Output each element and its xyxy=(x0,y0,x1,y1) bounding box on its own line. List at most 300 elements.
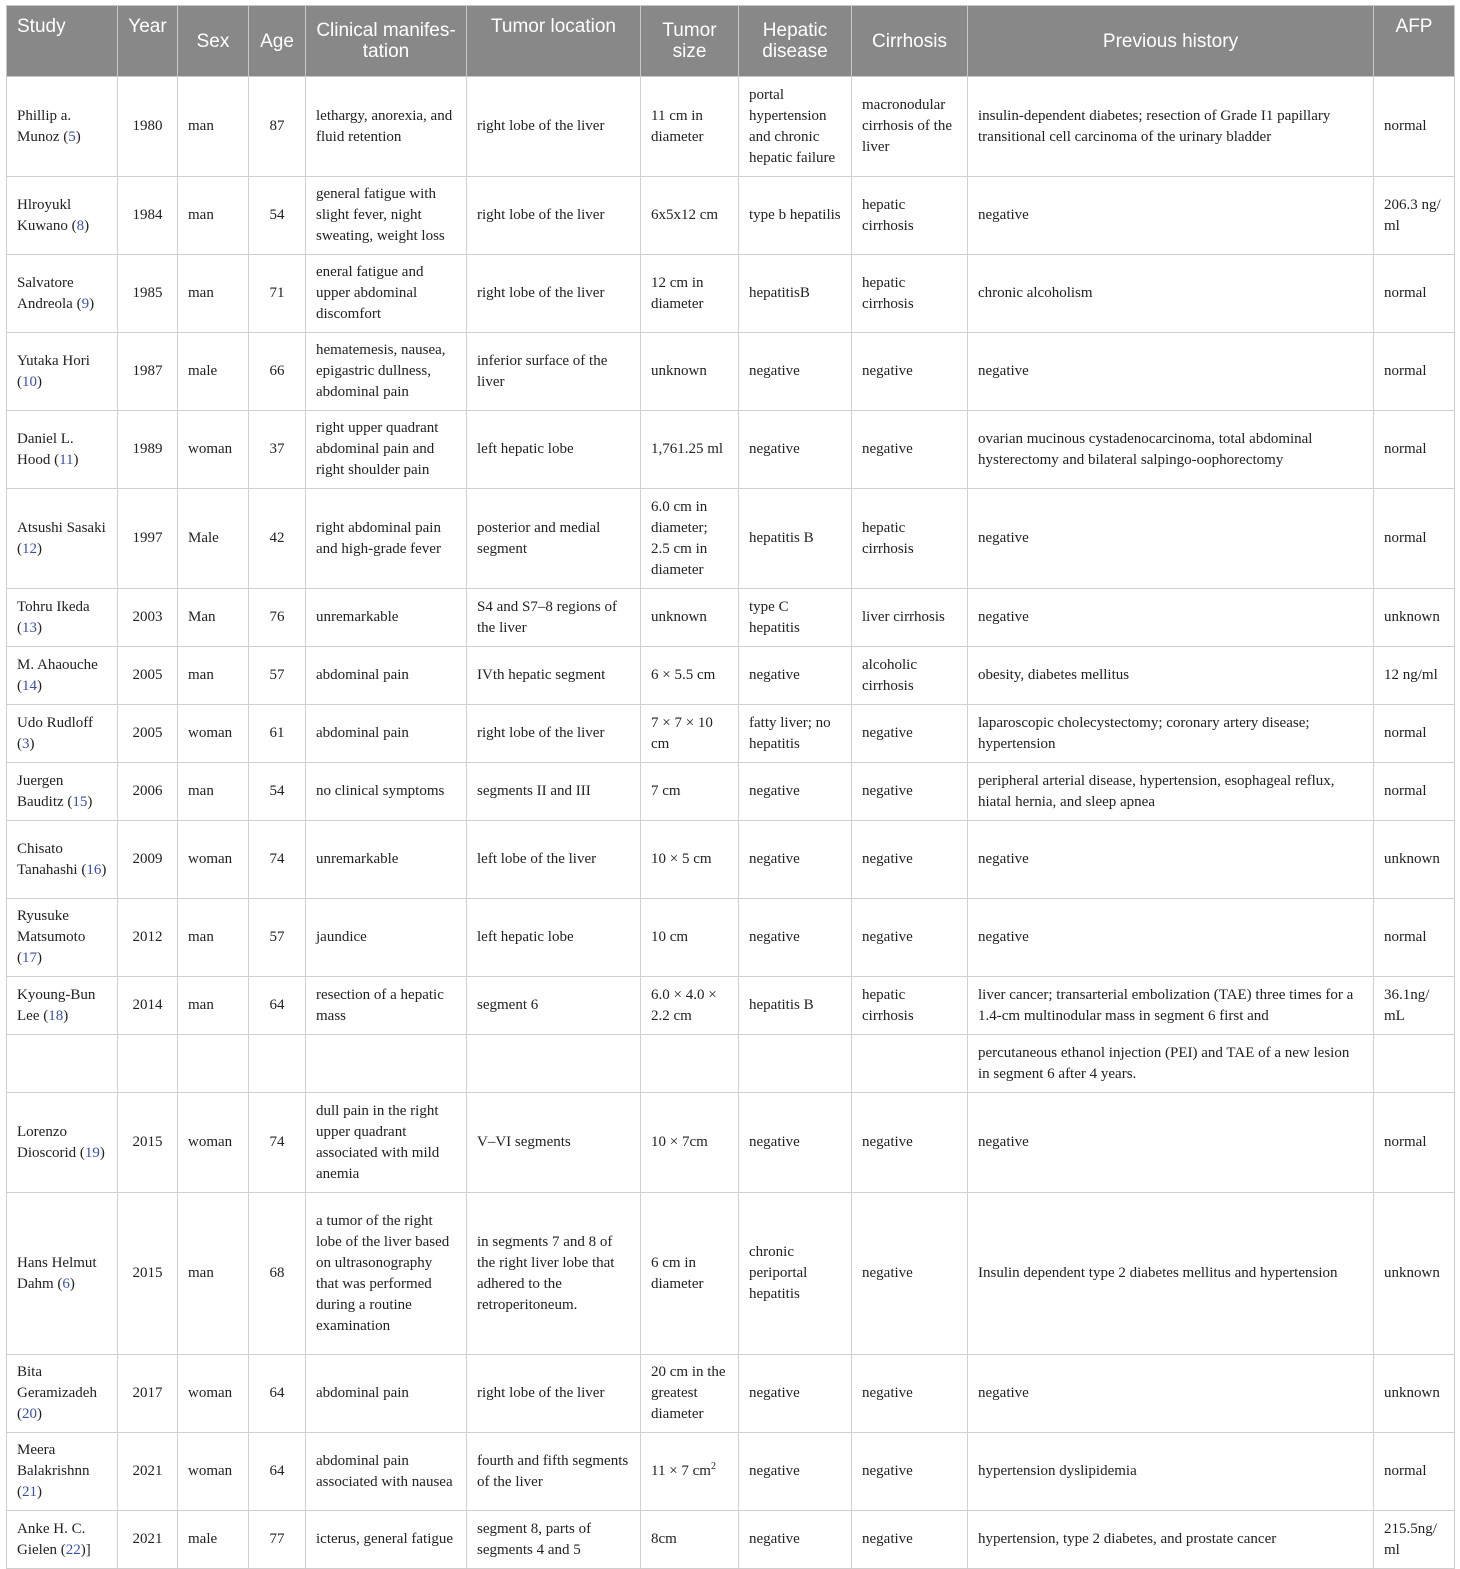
header-history: Previous history xyxy=(968,6,1374,77)
reference-link[interactable]: 15 xyxy=(72,793,88,810)
cell-clinical-text: eneral fatigue and upper abdominal discomfort xyxy=(316,264,424,322)
cell-hepatic xyxy=(739,1511,852,1569)
cell-cirrhosis-text: hepatic cirrhosis xyxy=(862,274,914,312)
cell-cirrhosis xyxy=(852,411,968,489)
cell-study: M. Ahaouche (14) xyxy=(7,647,118,705)
cell-study-text: Salvatore Andreola xyxy=(17,274,74,312)
cell-history-text: insulin-dependent diabetes; resection of Grade I1 papillary transitional cell carcinoma of the urinary bladder xyxy=(978,107,1331,145)
cell-clinical-text: unremarkable xyxy=(316,851,399,867)
cell-year-text: 2003 xyxy=(132,609,163,625)
cell-location-text: right lobe of the liver xyxy=(477,207,605,223)
cell-year-text: 1985 xyxy=(132,285,163,301)
cell-afp-text: normal xyxy=(1384,441,1427,457)
cell-location-text: left hepatic lobe xyxy=(477,929,574,945)
cell-clinical xyxy=(306,177,467,255)
cell-hepatic xyxy=(739,333,852,411)
header-location: Tumor location xyxy=(467,6,641,77)
reference-link[interactable]: 9 xyxy=(81,295,90,312)
cell-hepatic-text: negative xyxy=(749,667,800,683)
cell-cirrhosis xyxy=(852,977,968,1035)
cell-cirrhosis-text: negative xyxy=(862,783,913,799)
cell-age-text: 57 xyxy=(269,667,285,683)
cell-hepatic-text: hepatitisB xyxy=(749,285,810,301)
cell-history xyxy=(968,1193,1374,1355)
cell-hepatic xyxy=(739,1093,852,1193)
cell-location-text: segments II and III xyxy=(477,783,591,799)
cell-size xyxy=(641,411,739,489)
cell-cirrhosis xyxy=(852,1433,968,1511)
cell-size-text: 1,761.25 ml xyxy=(651,441,724,457)
reference-link[interactable]: 21 xyxy=(22,1484,37,1500)
cell-age xyxy=(249,1511,306,1569)
cell-clinical xyxy=(306,821,467,899)
cell-location xyxy=(467,647,641,705)
cell-age xyxy=(249,1035,306,1093)
reference-link[interactable]: 17 xyxy=(22,950,37,966)
cell-study-text: Atsushi Sasaki xyxy=(17,519,106,536)
cell-history xyxy=(968,589,1374,647)
cell-study: Salvatore Andreola (9) xyxy=(7,255,118,333)
cell-history-text: negative xyxy=(978,363,1029,379)
cell-history xyxy=(968,1511,1374,1569)
cell-history-text: obesity, diabetes mellitus xyxy=(978,667,1130,683)
cell-hepatic-text: type C hepatitis xyxy=(749,598,800,636)
cell-study-text: Phillip a. Munoz xyxy=(17,107,72,145)
cell-year-text: 2015 xyxy=(132,1134,163,1150)
cell-location xyxy=(467,821,641,899)
cell-location xyxy=(467,589,641,647)
cell-age xyxy=(249,899,306,977)
cell-size-text: 6.0 cm in diameter; 2.5 cm in diameter xyxy=(651,498,708,578)
header-cirrhosis: Cirrhosis xyxy=(852,6,968,77)
cell-location-text: segment 8, parts of segments 4 and 5 xyxy=(477,1520,592,1558)
cell-study-text: Ryusuke Matsumoto xyxy=(17,908,86,945)
cell-history xyxy=(968,333,1374,411)
cell-size xyxy=(641,763,739,821)
cell-sex-text: man xyxy=(188,667,214,683)
cell-hepatic-text: negative xyxy=(749,929,800,945)
cell-sex-text: woman xyxy=(188,1385,233,1401)
cell-hepatic xyxy=(739,1193,852,1355)
cell-size xyxy=(641,977,739,1035)
cell-history-text: peripheral arterial disease, hypertension, esophageal reflux, hiatal hernia, and sleep apnea xyxy=(978,772,1335,810)
reference-link[interactable]: 20 xyxy=(22,1406,37,1422)
cell-sex xyxy=(178,705,249,763)
cell-year xyxy=(118,1093,178,1193)
cell-size xyxy=(641,589,739,647)
cell-clinical-text: lethargy, anorexia, and fluid retention xyxy=(316,107,453,145)
cell-location-text: right lobe of the liver xyxy=(477,118,605,134)
cell-year-text: 2006 xyxy=(132,783,163,799)
cell-cirrhosis xyxy=(852,705,968,763)
cell-study: Hlroyukl Kuwano (8) xyxy=(7,177,118,255)
cell-sex-text: Man xyxy=(188,609,216,625)
cell-size xyxy=(641,177,739,255)
cell-clinical-text: a tumor of the right lobe of the liver based on ultrasonography that was performed during a routine examination xyxy=(316,1212,450,1334)
cell-sex-text: man xyxy=(188,285,214,301)
cell-location xyxy=(467,489,641,589)
cell-study: Hans Helmut Dahm (6) xyxy=(7,1193,118,1355)
reference-link[interactable]: 10 xyxy=(22,373,37,390)
cell-location xyxy=(467,977,641,1035)
cell-afp-text: normal xyxy=(1384,929,1427,945)
cell-afp-text: normal xyxy=(1384,783,1427,799)
cell-hepatic-text: hepatitis B xyxy=(749,997,814,1013)
cell-history xyxy=(968,647,1374,705)
cell-history-text: negative xyxy=(978,530,1029,546)
cell-sex-text: man xyxy=(188,207,214,223)
cell-clinical xyxy=(306,899,467,977)
cell-age xyxy=(249,177,306,255)
cell-age-text: 64 xyxy=(269,1385,285,1401)
cell-year xyxy=(118,333,178,411)
cell-afp xyxy=(1374,1035,1455,1093)
cell-hepatic xyxy=(739,899,852,977)
cell-sex xyxy=(178,1193,249,1355)
cell-hepatic xyxy=(739,1355,852,1433)
cell-sex-text: male xyxy=(188,1531,218,1547)
cell-year-text: 2005 xyxy=(132,667,163,683)
cell-clinical-text: icterus, general fatigue xyxy=(316,1531,454,1547)
cell-cirrhosis-text: negative xyxy=(862,1531,913,1547)
cell-clinical xyxy=(306,77,467,177)
cell-hepatic-text: negative xyxy=(749,363,800,379)
cell-sex-text: man xyxy=(188,783,214,799)
cell-location-text: right lobe of the liver xyxy=(477,285,605,301)
cell-clinical xyxy=(306,1193,467,1355)
cell-afp-text: normal xyxy=(1384,1134,1427,1150)
cell-size-text: unknown xyxy=(651,363,707,379)
cell-clinical xyxy=(306,1355,467,1433)
cell-hepatic xyxy=(739,763,852,821)
reference-link[interactable]: 12 xyxy=(22,540,37,557)
cell-study: Atsushi Sasaki (12) xyxy=(7,489,118,589)
cell-cirrhosis-text: hepatic cirrhosis xyxy=(862,986,914,1024)
cell-study-text: Udo Rudloff xyxy=(17,714,93,731)
cell-cirrhosis-text: hepatic cirrhosis xyxy=(862,519,914,557)
cell-history xyxy=(968,411,1374,489)
cell-size xyxy=(641,899,739,977)
cell-age xyxy=(249,255,306,333)
cell-hepatic-text: chronic periportal hepatitis xyxy=(749,1244,808,1302)
cell-age-text: 74 xyxy=(269,851,285,867)
cell-year-text: 2021 xyxy=(132,1463,163,1479)
cell-year xyxy=(118,647,178,705)
cell-clinical-text: abdominal pain xyxy=(316,725,409,741)
table-row xyxy=(7,589,1455,647)
cell-sex xyxy=(178,1511,249,1569)
cell-cirrhosis xyxy=(852,177,968,255)
cell-afp xyxy=(1374,411,1455,489)
cell-study-text: Juergen Bauditz xyxy=(17,772,64,810)
cell-cirrhosis xyxy=(852,763,968,821)
cell-sex-text: man xyxy=(188,1265,214,1281)
cell-location-text: right lobe of the liver xyxy=(477,725,605,741)
cell-cirrhosis xyxy=(852,647,968,705)
cell-size-text: unknown xyxy=(651,609,707,625)
cell-clinical-text: no clinical symptoms xyxy=(316,783,445,799)
cell-year xyxy=(118,1433,178,1511)
cell-age-text: 64 xyxy=(269,1463,285,1479)
cell-year xyxy=(118,1511,178,1569)
cell-sex-text: man xyxy=(188,997,214,1013)
cell-history-text: hypertension dyslipidemia xyxy=(978,1463,1137,1479)
cell-size-text: 7 × 7 × 10 cm xyxy=(651,714,713,752)
cell-age xyxy=(249,1193,306,1355)
cell-hepatic-text: portal hypertension and chronic hepatic failure xyxy=(749,86,836,166)
cell-age-text: 64 xyxy=(269,997,285,1013)
cell-year xyxy=(118,1193,178,1355)
cell-age-text: 42 xyxy=(269,530,285,546)
cell-hepatic xyxy=(739,489,852,589)
cell-history-text: negative xyxy=(978,609,1029,625)
cell-year-text: 2021 xyxy=(132,1531,163,1547)
cell-clinical xyxy=(306,411,467,489)
cell-age xyxy=(249,705,306,763)
cell-location-text: posterior and medial segment xyxy=(477,519,601,557)
reference-link[interactable]: 11 xyxy=(59,451,74,468)
cell-size xyxy=(641,1093,739,1193)
cell-year-text: 2009 xyxy=(132,851,163,867)
study-table xyxy=(6,5,1455,1569)
cell-year xyxy=(118,77,178,177)
cell-year-text: 1980 xyxy=(132,118,163,134)
reference-link[interactable]: 14 xyxy=(22,677,37,694)
cell-year xyxy=(118,255,178,333)
cell-study-text: Yutaka Hori xyxy=(17,352,90,369)
header-year: Year xyxy=(118,6,178,77)
table-row xyxy=(7,705,1455,763)
cell-hepatic xyxy=(739,255,852,333)
cell-hepatic xyxy=(739,77,852,177)
cell-location-text: IVth hepatic segment xyxy=(477,667,606,683)
cell-study: Bita Geramizadeh (20) xyxy=(7,1355,118,1433)
cell-clinical xyxy=(306,977,467,1035)
cell-location xyxy=(467,763,641,821)
cell-year xyxy=(118,1355,178,1433)
cell-age xyxy=(249,821,306,899)
cell-afp xyxy=(1374,489,1455,589)
cell-year-text: 1997 xyxy=(132,530,163,546)
cell-age-text: 54 xyxy=(269,783,285,799)
size-superscript: 2 xyxy=(710,1461,716,1472)
cell-afp xyxy=(1374,1193,1455,1355)
cell-sex xyxy=(178,977,249,1035)
cell-clinical-text: right upper quadrant abdominal pain and right shoulder pain xyxy=(316,420,439,478)
cell-size xyxy=(641,1433,739,1511)
cell-year xyxy=(118,177,178,255)
cell-history xyxy=(968,77,1374,177)
cell-afp-text: 206.3 ng/ ml xyxy=(1384,196,1441,234)
cell-age xyxy=(249,647,306,705)
cell-hepatic xyxy=(739,411,852,489)
cell-age xyxy=(249,763,306,821)
cell-age-text: 54 xyxy=(269,207,285,223)
cell-size xyxy=(641,77,739,177)
cell-history xyxy=(968,1093,1374,1193)
cell-cirrhosis-text: negative xyxy=(862,363,913,379)
cell-size-text: 6x5x12 cm xyxy=(651,207,719,223)
cell-age xyxy=(249,1433,306,1511)
cell-sex-text: woman xyxy=(188,851,233,867)
cell-cirrhosis xyxy=(852,1193,968,1355)
cell-hepatic xyxy=(739,1035,852,1093)
reference-link[interactable]: 22 xyxy=(65,1541,81,1558)
reference-link[interactable]: 3 xyxy=(22,735,30,752)
cell-afp xyxy=(1374,255,1455,333)
cell-location xyxy=(467,77,641,177)
cell-location-text: fourth and fifth segments of the liver xyxy=(477,1452,629,1490)
cell-history xyxy=(968,1355,1374,1433)
cell-hepatic xyxy=(739,177,852,255)
cell-afp xyxy=(1374,705,1455,763)
cell-cirrhosis xyxy=(852,899,968,977)
cell-age xyxy=(249,489,306,589)
cell-size xyxy=(641,821,739,899)
cell-afp xyxy=(1374,977,1455,1035)
cell-afp-text: unknown xyxy=(1384,609,1440,625)
cell-cirrhosis-text: negative xyxy=(862,1463,913,1479)
cell-cirrhosis-text: negative xyxy=(862,929,913,945)
cell-clinical xyxy=(306,1511,467,1569)
reference-link[interactable]: 8 xyxy=(76,217,85,234)
cell-afp xyxy=(1374,821,1455,899)
cell-history xyxy=(968,899,1374,977)
cell-afp-text: normal xyxy=(1384,725,1427,741)
cell-sex xyxy=(178,77,249,177)
cell-cirrhosis xyxy=(852,489,968,589)
cell-size-text: 10 × 7cm xyxy=(651,1134,708,1150)
cell-year-text: 2017 xyxy=(132,1385,163,1401)
cell-history-text: laparoscopic cholecystectomy; coronary artery disease; hypertension xyxy=(978,714,1310,752)
table-row xyxy=(7,763,1455,821)
cell-hepatic xyxy=(739,821,852,899)
cell-age xyxy=(249,1355,306,1433)
cell-sex xyxy=(178,1093,249,1193)
cell-cirrhosis-text: negative xyxy=(862,725,913,741)
cell-history xyxy=(968,821,1374,899)
cell-clinical-text: unremarkable xyxy=(316,609,399,625)
cell-afp-text: 215.5ng/ ml xyxy=(1384,1520,1437,1558)
cell-sex xyxy=(178,647,249,705)
cell-age-text: 71 xyxy=(269,285,285,301)
cell-size xyxy=(641,255,739,333)
cell-cirrhosis xyxy=(852,1035,968,1093)
cell-hepatic-text: fatty liver; no hepatitis xyxy=(749,714,831,752)
cell-age-text: 87 xyxy=(269,118,285,134)
cell-sex xyxy=(178,1035,249,1093)
cell-clinical xyxy=(306,1035,467,1093)
cell-afp-text: normal xyxy=(1384,530,1427,546)
cell-study: Daniel L. Hood (11) xyxy=(7,411,118,489)
cell-sex-text: Male xyxy=(188,530,219,546)
reference-link[interactable]: 13 xyxy=(22,619,37,636)
cell-sex xyxy=(178,821,249,899)
cell-size-text: 6.0 × 4.0 × 2.2 cm xyxy=(651,986,717,1024)
cell-location-text: in segments 7 and 8 of the right liver lobe that adhered to the retroperitoneum. xyxy=(477,1233,615,1313)
cell-study-text: Tohru Ikeda xyxy=(17,598,90,615)
cell-size-text: 6 cm in diameter xyxy=(651,1254,704,1292)
table-row xyxy=(7,177,1455,255)
cell-study: Ryusuke Matsumoto (17) xyxy=(7,899,118,977)
cell-age-text: 61 xyxy=(269,725,285,741)
cell-location xyxy=(467,333,641,411)
cell-history-text: Insulin dependent type 2 diabetes mellitus and hypertension xyxy=(978,1265,1338,1281)
cell-afp-text: normal xyxy=(1384,118,1427,134)
cell-sex-text: man xyxy=(188,929,214,945)
cell-afp xyxy=(1374,1433,1455,1511)
cell-afp-text: 12 ng/ml xyxy=(1384,667,1438,683)
cell-age-text: 37 xyxy=(269,441,285,457)
cell-year xyxy=(118,977,178,1035)
cell-size-text: 10 × 5 cm xyxy=(651,851,712,867)
cell-year xyxy=(118,489,178,589)
header-clinical: Clinical manifes-tation xyxy=(306,6,467,77)
cell-hepatic-text: negative xyxy=(749,783,800,799)
cell-sex-text: woman xyxy=(188,1463,233,1479)
header-sex: Sex xyxy=(178,6,249,77)
reference-link[interactable]: 18 xyxy=(48,1007,64,1024)
cell-age xyxy=(249,589,306,647)
cell-sex-text: woman xyxy=(188,1134,233,1150)
cell-afp-text: normal xyxy=(1384,363,1427,379)
cell-year-text: 2015 xyxy=(132,1265,163,1281)
cell-afp-text: unknown xyxy=(1384,851,1440,867)
cell-clinical xyxy=(306,763,467,821)
table-row xyxy=(7,333,1455,411)
cell-cirrhosis xyxy=(852,821,968,899)
cell-hepatic xyxy=(739,705,852,763)
header-study: Study xyxy=(7,6,118,77)
cell-afp xyxy=(1374,589,1455,647)
cell-location-text: inferior surface of the liver xyxy=(477,352,608,390)
cell-clinical xyxy=(306,489,467,589)
reference-link[interactable]: 19 xyxy=(84,1144,100,1161)
cell-history xyxy=(968,705,1374,763)
cell-year xyxy=(118,411,178,489)
cell-clinical xyxy=(306,705,467,763)
cell-cirrhosis-text: negative xyxy=(862,1134,913,1150)
cell-cirrhosis-text: negative xyxy=(862,441,913,457)
cell-size-text: 12 cm in diameter xyxy=(651,274,704,312)
cell-study: Udo Rudloff (3) xyxy=(7,705,118,763)
cell-location xyxy=(467,705,641,763)
cell-size xyxy=(641,1355,739,1433)
cell-afp xyxy=(1374,1093,1455,1193)
cell-age-text: 66 xyxy=(269,363,285,379)
cell-study-text: Hans Helmut Dahm xyxy=(17,1254,97,1292)
reference-link[interactable]: 16 xyxy=(86,861,102,878)
reference-link[interactable]: 5 xyxy=(68,128,76,145)
cell-sex xyxy=(178,1355,249,1433)
cell-history-text: negative xyxy=(978,1385,1029,1401)
cell-study-text: Chisato Tanahashi xyxy=(17,840,78,878)
cell-size-text: 6 × 5.5 cm xyxy=(651,667,716,683)
cell-clinical-text: abdominal pain xyxy=(316,667,409,683)
cell-location xyxy=(467,1433,641,1511)
reference-link[interactable]: 6 xyxy=(62,1275,70,1292)
cell-size xyxy=(641,333,739,411)
cell-study-text: Bita Geramizadeh xyxy=(17,1364,97,1401)
cell-afp xyxy=(1374,763,1455,821)
header-size: Tumor size xyxy=(641,6,739,77)
cell-afp-text: normal xyxy=(1384,1463,1427,1479)
table-row xyxy=(7,489,1455,589)
table-row xyxy=(7,647,1455,705)
table-row xyxy=(7,1093,1455,1193)
cell-age xyxy=(249,977,306,1035)
cell-size-text: 7 cm xyxy=(651,783,681,799)
